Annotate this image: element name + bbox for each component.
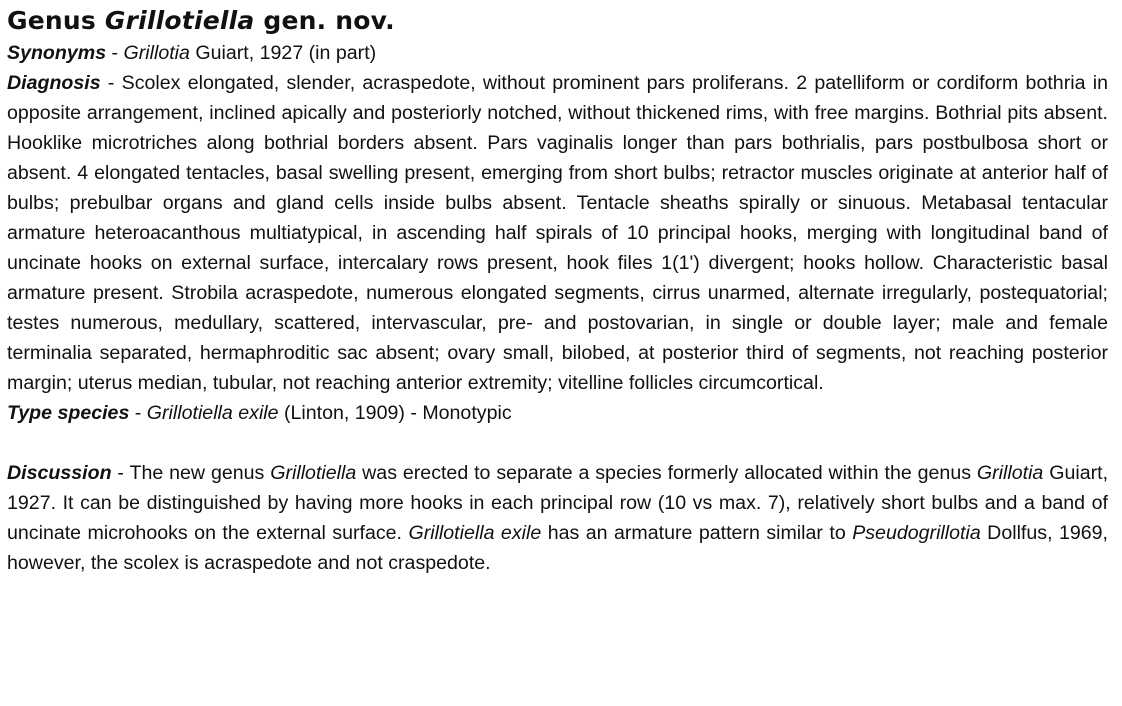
discussion-text-4: has an armature pattern similar to — [541, 522, 853, 544]
discussion-italic-1: Grillotiella — [270, 462, 357, 484]
type-species-rest: (Linton, 1909) - Monotypic — [278, 402, 512, 424]
genus-word: Genus — [7, 6, 96, 35]
discussion-italic-3: Grillotiella exile — [408, 522, 542, 544]
synonyms-name: Grillotia — [123, 42, 190, 64]
genus-heading — [7, 6, 1108, 36]
diagnosis-text: Scolex elongated, slender, acraspedote, without prominent pars proliferans. 2 patelliform or cordiform bothria in opposite arrangement, inclined apically and posteriorly notched, without thickened rims, with free margins. Bothrial pits absent. Hooklike microtriches along bothrial borders absent. Pars vaginalis longer than pars bothrialis, pars postbulbosa short or absent. 4 elongated tentacles, basal swelling present, emerging from short bulbs; retractor muscles originate at anterior half of bulbs; prebulbar organs and gland cells inside bulbs absent. Tentacle sheaths spirally or sinuous. Metabasal tentacular armature heteroacanthous multiatypical, in ascending half spirals of 10 principal hooks, merging with longitudinal band of uncinate hooks on external surface, intercalary rows present, hook files 1(1') divergent; hooks hollow. Characteristic basal armature present. Strobila acraspedote, numerous elongated segments, cirrus unarmed, alternate irregularly, postequatorial; testes numerous, medullary, scattered, intervascular, pre- and postovarian, in single or double layer; male and female terminalia separated, hermaphroditic sac absent; ovary small, bilobed, at posterior third of segments, not reaching posterior margin; uterus median, tubular, not reaching anterior extremity; vitelline follicles circumcortical. — [7, 72, 1108, 394]
discussion-text-1: - The new genus — [111, 462, 271, 484]
synonyms-label: Synonyms — [7, 42, 107, 64]
diagnosis-paragraph — [7, 68, 1108, 398]
discussion-text-5: Dollfus, 1969, however, the scolex is acraspedote and not craspedote. — [7, 522, 1109, 574]
synonyms-paragraph — [7, 38, 1108, 68]
discussion-text-3: Guiart, 1927. It can be distinguished by having more hooks in each principal row (10 vs max. 7), relatively short bulbs and a band of uncinate microhooks on the external surface. — [7, 462, 1109, 544]
synonyms-rest: Guiart, 1927 (in part) — [189, 42, 377, 64]
synonyms-separator: - — [106, 42, 124, 64]
discussion-label: Discussion — [7, 462, 112, 484]
type-species-paragraph — [7, 398, 1108, 428]
discussion-italic-4: Pseudogrillotia — [852, 522, 981, 544]
genus-suffix: gen. nov. — [263, 6, 395, 35]
discussion-italic-2: Grillotia — [976, 462, 1044, 484]
type-species-name: Grillotiella exile — [146, 402, 279, 424]
paragraph-spacer — [7, 428, 1108, 458]
type-species-label: Type species — [7, 402, 130, 424]
genus-name: Grillotiella — [104, 6, 255, 35]
diagnosis-label: Diagnosis — [7, 72, 101, 94]
type-species-separator: - — [129, 402, 147, 424]
diagnosis-separator: - — [100, 72, 122, 94]
discussion-text-2: was erected to separate a species formerly allocated within the genus — [356, 462, 977, 484]
discussion-paragraph — [7, 458, 1108, 578]
